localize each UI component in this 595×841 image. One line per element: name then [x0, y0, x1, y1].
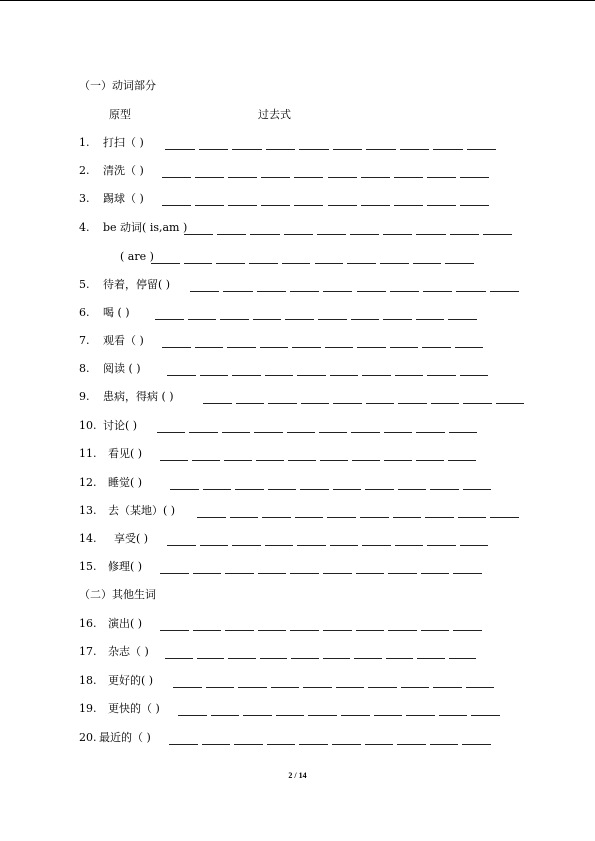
answer-blank[interactable]: [290, 630, 319, 631]
item-number: 11.: [79, 447, 97, 460]
answer-blank[interactable]: [236, 403, 265, 404]
answer-blank[interactable]: [230, 517, 259, 518]
answer-blank[interactable]: [422, 347, 451, 348]
answer-blank[interactable]: [157, 432, 185, 433]
answer-blank[interactable]: [216, 263, 245, 264]
item-number: 17.: [79, 645, 97, 658]
answer-blanks[interactable]: [157, 423, 477, 433]
answer-blank[interactable]: [433, 687, 462, 688]
item-number: 5.: [79, 278, 90, 291]
answer-blank[interactable]: [202, 744, 231, 745]
answer-blank[interactable]: [421, 630, 450, 631]
answer-blank[interactable]: [228, 205, 257, 206]
answer-blank[interactable]: [439, 715, 468, 716]
answer-blank[interactable]: [253, 319, 282, 320]
answer-blanks[interactable]: [197, 508, 519, 518]
item-prompt: 更快的（ ): [108, 702, 160, 715]
answer-blank[interactable]: [416, 234, 445, 235]
answer-blank[interactable]: [232, 149, 262, 150]
answer-blank[interactable]: [357, 291, 386, 292]
answer-blank[interactable]: [453, 630, 482, 631]
answer-blank[interactable]: [483, 234, 512, 235]
answer-blank[interactable]: [395, 545, 424, 546]
answer-blank[interactable]: [332, 744, 361, 745]
answer-blank[interactable]: [297, 375, 326, 376]
answer-blank[interactable]: [351, 432, 379, 433]
answer-blank[interactable]: [262, 517, 291, 518]
answer-blank[interactable]: [160, 630, 189, 631]
item-prompt: 踢球（ ): [103, 192, 144, 205]
answer-blanks[interactable]: [162, 196, 489, 206]
answer-blank[interactable]: [151, 263, 180, 264]
answer-blank[interactable]: [383, 234, 412, 235]
answer-blank[interactable]: [261, 205, 290, 206]
answer-blank[interactable]: [323, 658, 351, 659]
answer-blank[interactable]: [395, 375, 424, 376]
answer-blanks[interactable]: [162, 168, 489, 178]
answer-blank[interactable]: [319, 432, 347, 433]
item-prompt: 待着，停留( ): [103, 278, 171, 291]
answer-blank[interactable]: [431, 403, 460, 404]
item-number: 19.: [79, 702, 97, 715]
answer-blank[interactable]: [217, 234, 246, 235]
answer-blank[interactable]: [397, 744, 426, 745]
answer-blank[interactable]: [394, 177, 423, 178]
answer-blank[interactable]: [463, 489, 492, 490]
answer-blank[interactable]: [260, 658, 288, 659]
answer-blank[interactable]: [228, 177, 257, 178]
answer-blank[interactable]: [294, 177, 323, 178]
answer-blank[interactable]: [328, 177, 357, 178]
answer-blank[interactable]: [427, 545, 456, 546]
answer-blanks[interactable]: [184, 225, 512, 235]
answer-blank[interactable]: [266, 149, 296, 150]
answer-blank[interactable]: [225, 573, 254, 574]
item-prompt: 喝 ( ): [103, 306, 130, 319]
answer-blank[interactable]: [258, 573, 287, 574]
answer-blank[interactable]: [388, 630, 417, 631]
item-number: 9.: [79, 390, 90, 403]
item-prompt: 享受( ): [114, 532, 149, 545]
answer-blank[interactable]: [235, 489, 264, 490]
answer-blank[interactable]: [260, 347, 289, 348]
answer-blank[interactable]: [249, 263, 278, 264]
item-number: 8.: [79, 362, 90, 375]
answer-blank[interactable]: [228, 658, 256, 659]
answer-blank[interactable]: [271, 687, 300, 688]
answer-blank[interactable]: [234, 744, 263, 745]
answer-blank[interactable]: [206, 687, 235, 688]
answer-blank[interactable]: [449, 658, 477, 659]
answer-blank[interactable]: [291, 658, 319, 659]
answer-blank[interactable]: [256, 460, 284, 461]
answer-blank[interactable]: [417, 658, 445, 659]
item-number: 16.: [79, 617, 97, 630]
answer-blank[interactable]: [220, 319, 249, 320]
answer-blank[interactable]: [265, 375, 294, 376]
item-number: 13.: [79, 504, 97, 517]
answer-blank[interactable]: [400, 149, 430, 150]
item-prompt: be 动词( is,am ): [103, 221, 188, 234]
item-number: 20.: [79, 731, 97, 744]
answer-blank[interactable]: [333, 403, 362, 404]
answer-blank[interactable]: [300, 489, 329, 490]
item-number: 1.: [79, 136, 90, 149]
answer-blanks[interactable]: [160, 621, 482, 631]
answer-blank[interactable]: [354, 658, 382, 659]
answer-blank[interactable]: [193, 630, 222, 631]
answer-blank[interactable]: [232, 545, 261, 546]
item-prompt: 更好的( ): [108, 674, 154, 687]
answer-blank[interactable]: [257, 291, 286, 292]
answer-blank[interactable]: [356, 573, 385, 574]
item-number: 6.: [79, 306, 90, 319]
answer-blank[interactable]: [169, 744, 198, 745]
answer-blank[interactable]: [323, 630, 352, 631]
answer-blank[interactable]: [365, 489, 394, 490]
item-prompt: 阅读 ( ): [103, 362, 141, 375]
answer-blank[interactable]: [200, 545, 229, 546]
answer-blank[interactable]: [390, 291, 419, 292]
item-prompt: ( are ): [120, 250, 154, 263]
answer-blank[interactable]: [388, 573, 417, 574]
item-prompt: 去（某地）( ): [108, 504, 176, 517]
answer-blank[interactable]: [162, 205, 191, 206]
answer-blank[interactable]: [178, 715, 207, 716]
answer-blank[interactable]: [361, 177, 390, 178]
answer-blank[interactable]: [167, 375, 196, 376]
answer-blank[interactable]: [276, 715, 305, 716]
column-header-base-form: 原型: [109, 108, 131, 121]
item-prompt: 杂志（ ): [108, 645, 149, 658]
answer-blank[interactable]: [223, 291, 252, 292]
answer-blank[interactable]: [496, 403, 525, 404]
answer-blank[interactable]: [401, 687, 430, 688]
answer-blank[interactable]: [427, 375, 456, 376]
answer-blank[interactable]: [361, 205, 390, 206]
item-prompt: 最近的（ ): [99, 731, 151, 744]
answer-blank[interactable]: [285, 319, 314, 320]
answer-blank[interactable]: [160, 573, 189, 574]
answer-blank[interactable]: [193, 573, 222, 574]
answer-blank[interactable]: [462, 744, 491, 745]
answer-blank[interactable]: [416, 460, 444, 461]
answer-blank[interactable]: [360, 517, 389, 518]
answer-blank[interactable]: [238, 687, 267, 688]
answer-blank[interactable]: [456, 291, 485, 292]
answer-blank[interactable]: [390, 347, 419, 348]
answer-blank[interactable]: [192, 460, 220, 461]
answer-blanks[interactable]: [173, 678, 494, 688]
item-number: 18.: [79, 674, 97, 687]
answer-blank[interactable]: [350, 234, 379, 235]
answer-blank[interactable]: [243, 715, 272, 716]
answer-blank[interactable]: [384, 460, 412, 461]
section-verbs-heading: （一）动词部分: [79, 79, 156, 92]
answer-blank[interactable]: [189, 432, 217, 433]
answer-blank[interactable]: [466, 687, 495, 688]
answer-blank[interactable]: [155, 319, 184, 320]
answer-blank[interactable]: [268, 403, 297, 404]
answer-blank[interactable]: [450, 234, 479, 235]
answer-blank[interactable]: [287, 432, 315, 433]
answer-blank[interactable]: [352, 460, 380, 461]
answer-blank[interactable]: [463, 403, 492, 404]
answer-blank[interactable]: [268, 489, 297, 490]
answer-blank[interactable]: [294, 205, 323, 206]
answer-blank[interactable]: [195, 347, 224, 348]
answer-blank[interactable]: [288, 460, 316, 461]
answer-blank[interactable]: [490, 291, 519, 292]
answer-blank[interactable]: [267, 744, 296, 745]
answer-blank[interactable]: [386, 658, 414, 659]
column-header-past-tense: 过去式: [258, 108, 291, 121]
answer-blank[interactable]: [295, 517, 324, 518]
answer-blank[interactable]: [423, 291, 452, 292]
answer-blank[interactable]: [225, 630, 254, 631]
answer-blank[interactable]: [190, 291, 219, 292]
answer-blank[interactable]: [433, 149, 463, 150]
answer-blanks[interactable]: [203, 394, 524, 404]
answer-blank[interactable]: [393, 517, 422, 518]
answer-blank[interactable]: [299, 149, 329, 150]
answer-blank[interactable]: [380, 263, 409, 264]
answer-blanks[interactable]: [165, 649, 476, 659]
answer-blank[interactable]: [261, 177, 290, 178]
answer-blanks[interactable]: [169, 735, 491, 745]
answer-blank[interactable]: [366, 403, 395, 404]
item-prompt: 讨论( ): [103, 419, 138, 432]
answer-blank[interactable]: [317, 234, 346, 235]
answer-blank[interactable]: [357, 347, 386, 348]
answer-blank[interactable]: [427, 177, 456, 178]
answer-blank[interactable]: [170, 489, 199, 490]
answer-blank[interactable]: [203, 403, 232, 404]
item-number: 4.: [79, 221, 90, 234]
answer-blank[interactable]: [327, 517, 356, 518]
answer-blank[interactable]: [455, 347, 484, 348]
answer-blank[interactable]: [303, 687, 332, 688]
answer-blank[interactable]: [421, 573, 450, 574]
answer-blank[interactable]: [203, 489, 232, 490]
item-prompt: 演出( ): [108, 617, 143, 630]
answer-blank[interactable]: [323, 573, 352, 574]
answer-blank[interactable]: [427, 205, 456, 206]
answer-blank[interactable]: [195, 177, 224, 178]
answer-blank[interactable]: [490, 517, 519, 518]
answer-blank[interactable]: [211, 715, 240, 716]
answer-blank[interactable]: [416, 432, 444, 433]
answer-blank[interactable]: [398, 489, 427, 490]
answer-blank[interactable]: [460, 205, 489, 206]
answer-blank[interactable]: [200, 375, 229, 376]
answer-blank[interactable]: [299, 744, 328, 745]
answer-blank[interactable]: [347, 263, 376, 264]
answer-blank[interactable]: [453, 573, 482, 574]
answer-blank[interactable]: [458, 517, 487, 518]
answer-blank[interactable]: [430, 489, 459, 490]
answer-blank[interactable]: [362, 375, 391, 376]
answer-blank[interactable]: [368, 687, 397, 688]
item-prompt: 患病，得病 ( ): [103, 390, 174, 403]
answer-blank[interactable]: [330, 545, 359, 546]
answer-blank[interactable]: [184, 234, 213, 235]
answer-blanks[interactable]: [167, 536, 488, 546]
answer-blank[interactable]: [162, 347, 191, 348]
answer-blank[interactable]: [471, 715, 500, 716]
item-prompt: 修理( ): [108, 560, 143, 573]
answer-blanks[interactable]: [160, 564, 482, 574]
answer-blank[interactable]: [333, 489, 362, 490]
item-prompt: 打扫（ ): [103, 136, 144, 149]
answer-blank[interactable]: [197, 517, 226, 518]
answer-blank[interactable]: [195, 205, 224, 206]
item-prompt: 看见( ): [108, 447, 143, 460]
answer-blank[interactable]: [430, 744, 459, 745]
answer-blank[interactable]: [425, 517, 454, 518]
answer-blank[interactable]: [336, 687, 365, 688]
answer-blank[interactable]: [448, 319, 477, 320]
answer-blank[interactable]: [374, 715, 403, 716]
item-number: 3.: [79, 192, 90, 205]
answer-blank[interactable]: [188, 319, 217, 320]
answer-blank[interactable]: [167, 545, 196, 546]
item-number: 7.: [79, 334, 90, 347]
answer-blanks[interactable]: [167, 366, 488, 376]
answer-blank[interactable]: [365, 744, 394, 745]
answer-blank[interactable]: [320, 460, 348, 461]
answer-blank[interactable]: [184, 263, 213, 264]
item-number: 14.: [79, 532, 97, 545]
answer-blank[interactable]: [366, 149, 396, 150]
answer-blank[interactable]: [445, 263, 474, 264]
page-number: 2 / 14: [288, 771, 307, 780]
answer-blank[interactable]: [258, 630, 287, 631]
answer-blanks[interactable]: [190, 282, 519, 292]
answer-blank[interactable]: [224, 460, 252, 461]
answer-blank[interactable]: [290, 291, 319, 292]
answer-blank[interactable]: [384, 432, 412, 433]
answer-blank[interactable]: [227, 347, 256, 348]
item-number: 2.: [79, 164, 90, 177]
answer-blank[interactable]: [341, 715, 370, 716]
answer-blanks[interactable]: [170, 480, 491, 490]
answer-blanks[interactable]: [160, 451, 476, 461]
answer-blank[interactable]: [297, 545, 326, 546]
answer-blanks[interactable]: [151, 254, 474, 264]
answer-blank[interactable]: [330, 375, 359, 376]
answer-blank[interactable]: [301, 403, 330, 404]
answer-blank[interactable]: [406, 715, 435, 716]
answer-blank[interactable]: [449, 432, 477, 433]
item-prompt: 观看（ ): [103, 334, 144, 347]
answer-blank[interactable]: [416, 319, 445, 320]
answer-blank[interactable]: [325, 347, 354, 348]
answer-blank[interactable]: [351, 319, 380, 320]
item-number: 12.: [79, 476, 97, 489]
item-prompt: 睡觉( ): [108, 476, 143, 489]
answer-blanks[interactable]: [178, 706, 500, 716]
answer-blank[interactable]: [394, 205, 423, 206]
answer-blank[interactable]: [308, 715, 337, 716]
answer-blank[interactable]: [467, 149, 497, 150]
answer-blank[interactable]: [265, 545, 294, 546]
answer-blank[interactable]: [222, 432, 250, 433]
answer-blanks[interactable]: [155, 310, 477, 320]
answer-blank[interactable]: [460, 177, 489, 178]
answer-blank[interactable]: [254, 432, 282, 433]
answer-blank[interactable]: [199, 149, 229, 150]
answer-blank[interactable]: [383, 319, 412, 320]
answer-blank[interactable]: [362, 545, 391, 546]
answer-blank[interactable]: [398, 403, 427, 404]
answer-blank[interactable]: [292, 347, 321, 348]
answer-blank[interactable]: [460, 375, 489, 376]
answer-blank[interactable]: [290, 573, 319, 574]
answer-blank[interactable]: [162, 177, 191, 178]
answer-blank[interactable]: [165, 658, 193, 659]
answer-blanks[interactable]: [162, 338, 483, 348]
answer-blank[interactable]: [165, 149, 195, 150]
item-prompt: 清洗（ ): [103, 164, 144, 177]
answer-blank[interactable]: [197, 658, 225, 659]
answer-blank[interactable]: [160, 460, 188, 461]
answer-blank[interactable]: [232, 375, 261, 376]
item-number: 15.: [79, 560, 97, 573]
answer-blank[interactable]: [173, 687, 202, 688]
answer-blank[interactable]: [333, 149, 363, 150]
answer-blank[interactable]: [323, 291, 352, 292]
answer-blank[interactable]: [413, 263, 442, 264]
answer-blank[interactable]: [315, 263, 344, 264]
answer-blank[interactable]: [356, 630, 385, 631]
answer-blank[interactable]: [250, 234, 279, 235]
section-other-heading: （二）其他生词: [79, 588, 156, 601]
answer-blank[interactable]: [448, 460, 476, 461]
item-number: 10.: [79, 419, 97, 432]
answer-blank[interactable]: [328, 205, 357, 206]
answer-blank[interactable]: [460, 545, 489, 546]
answer-blank[interactable]: [282, 263, 311, 264]
answer-blank[interactable]: [284, 234, 313, 235]
answer-blanks[interactable]: [165, 140, 496, 150]
answer-blank[interactable]: [318, 319, 347, 320]
